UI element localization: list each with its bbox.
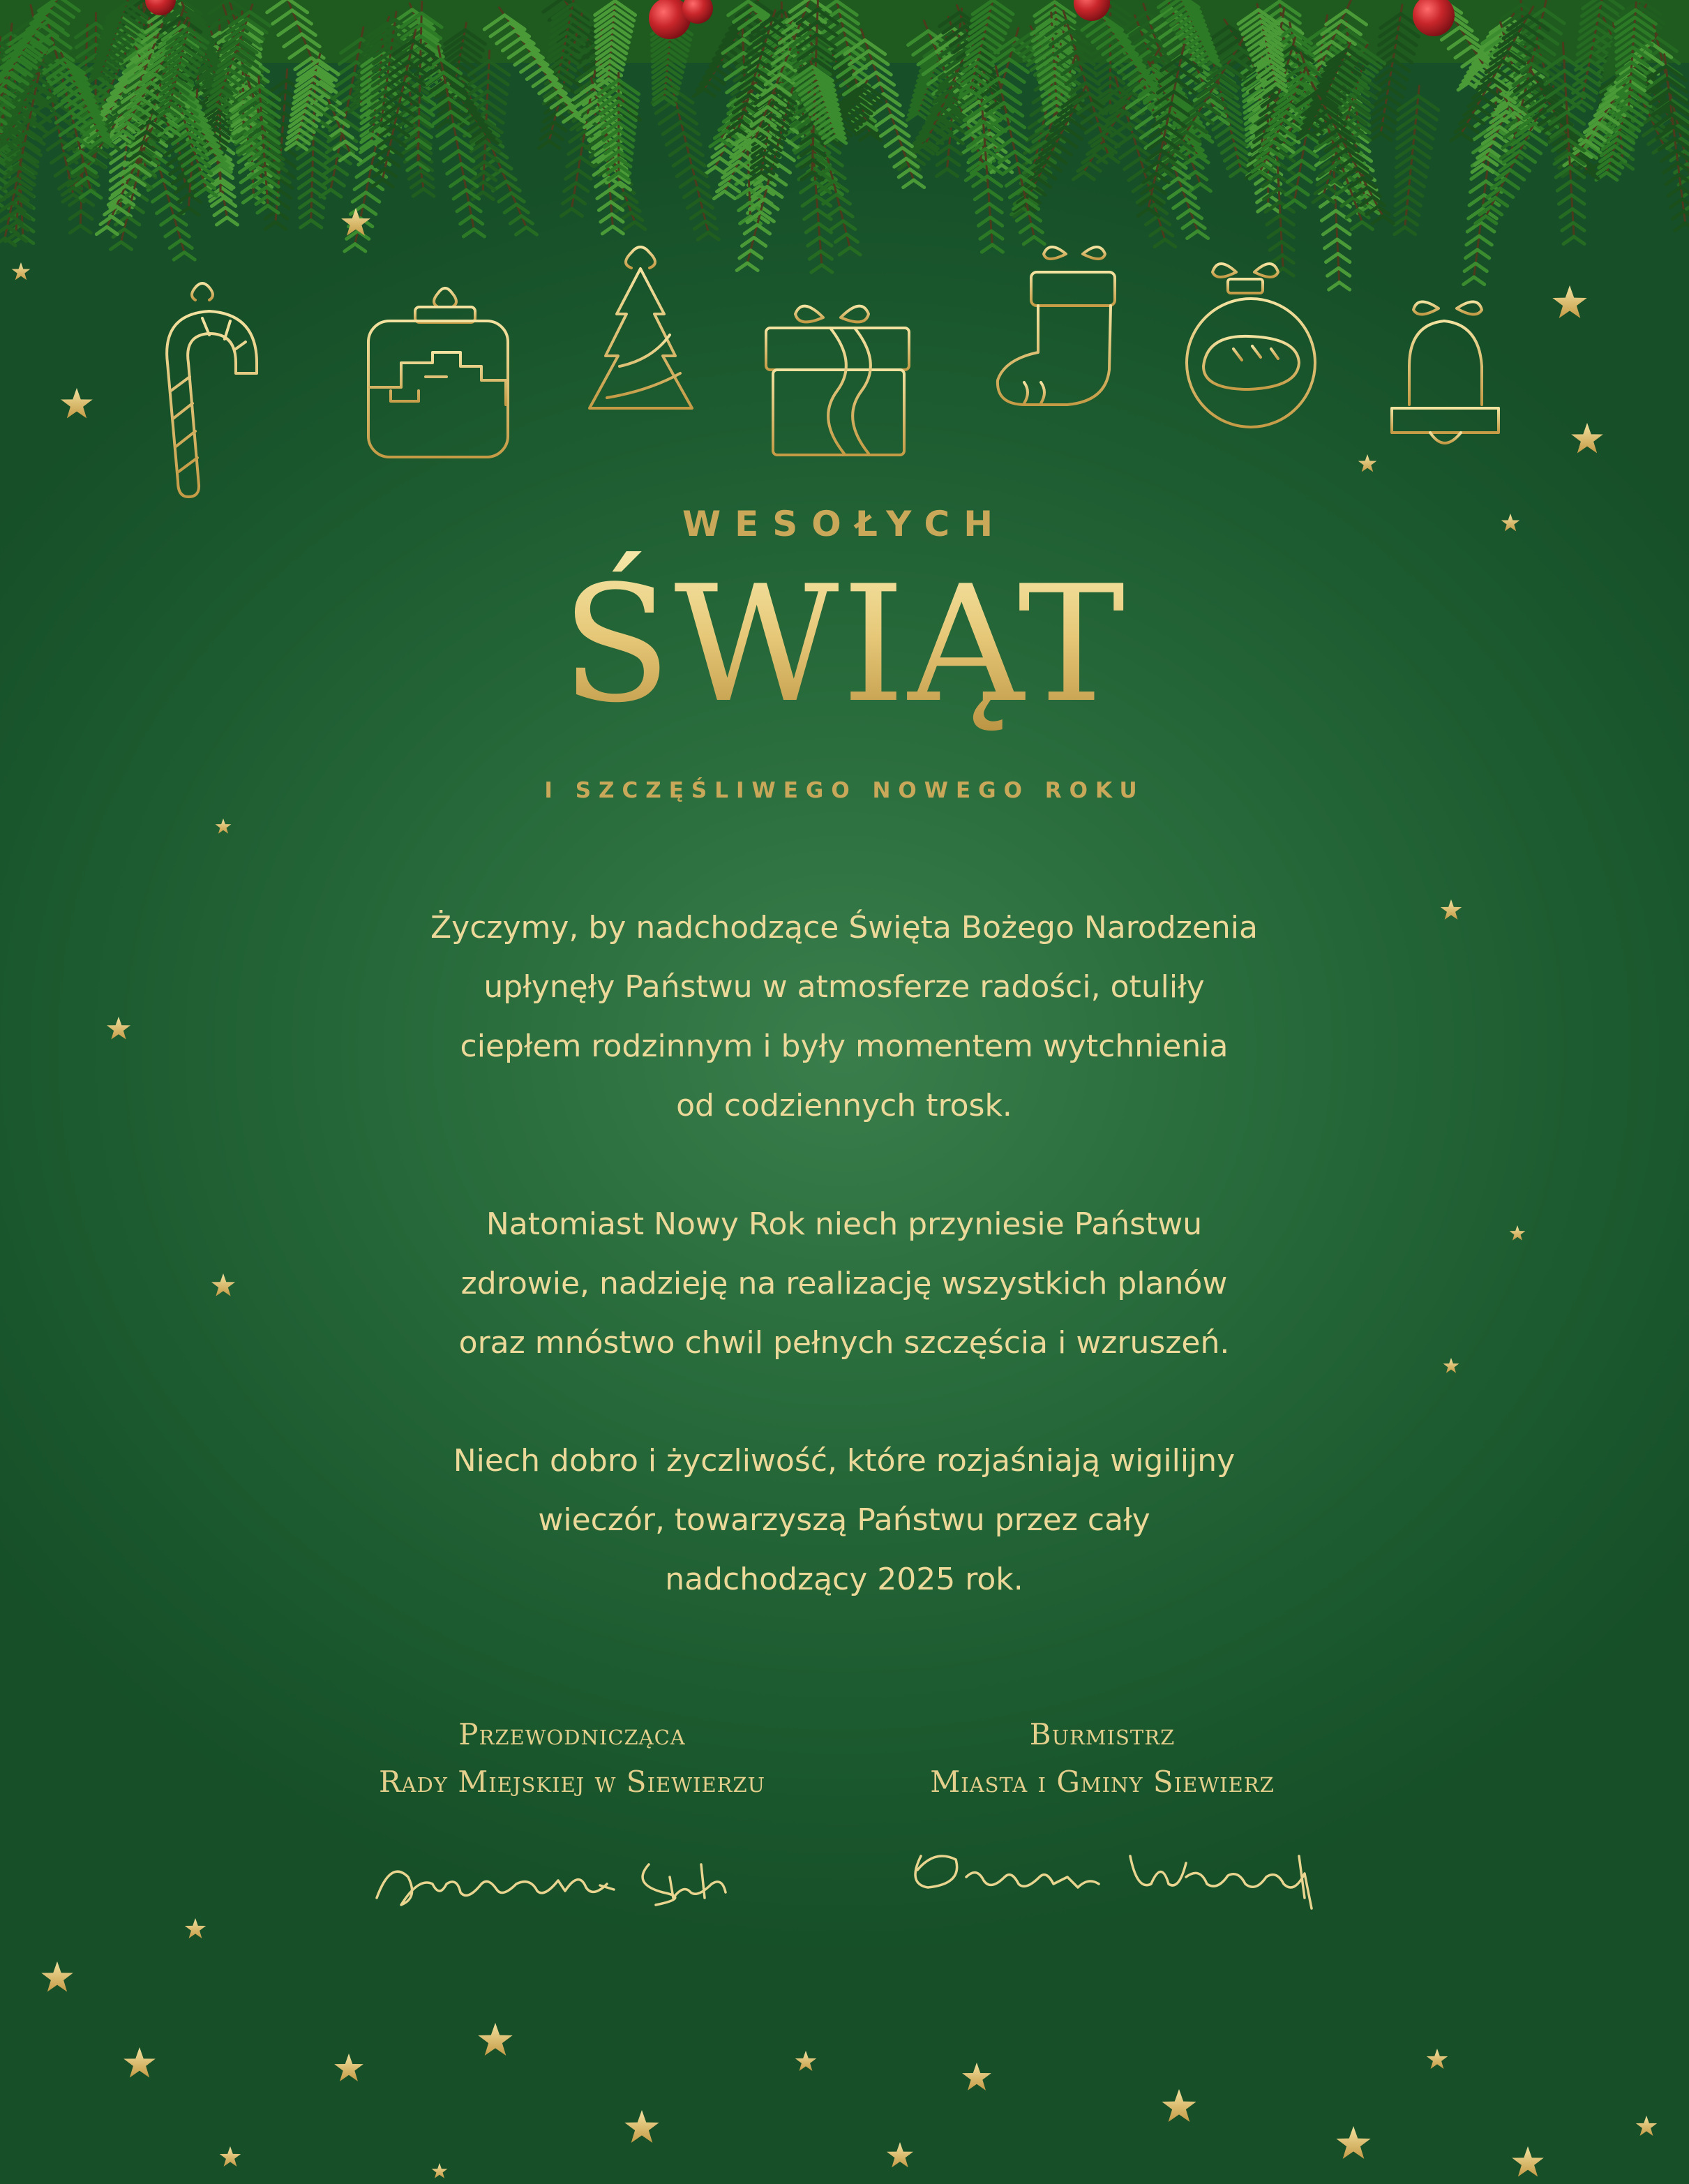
left-signature bbox=[377, 1864, 726, 1905]
star-icon bbox=[61, 388, 93, 418]
signatory-title: Burmistrz bbox=[1029, 1717, 1176, 1751]
star-icon bbox=[1512, 2146, 1544, 2176]
star-icon bbox=[334, 2054, 363, 2081]
greeting-subtitle: I SZCZĘŚLIWEGO NOWEGO ROKU bbox=[544, 778, 1145, 803]
star-icon bbox=[12, 262, 31, 280]
star-icon bbox=[185, 1918, 206, 1938]
greeting-line: WESOŁYCH bbox=[682, 504, 1007, 544]
star-icon bbox=[432, 2163, 448, 2178]
message-line: nadchodzący 2025 rok. bbox=[665, 1562, 1023, 1597]
star-icon bbox=[216, 818, 232, 834]
star-icon bbox=[1443, 1358, 1459, 1373]
pine-garland bbox=[0, 0, 1689, 290]
message-line: oraz mnóstwo chwil pełnych szczęścia i wzruszeń. bbox=[458, 1325, 1230, 1361]
star-icon bbox=[887, 2142, 913, 2167]
star-icon bbox=[1427, 2049, 1448, 2069]
star-icon bbox=[123, 2047, 156, 2077]
star-icon bbox=[795, 2051, 816, 2071]
star-icon bbox=[624, 2110, 659, 2143]
star-icon bbox=[1336, 2126, 1370, 2159]
star-icon bbox=[107, 1017, 130, 1040]
star-icon bbox=[962, 2063, 991, 2090]
message-line: upłynęły Państwu w atmosferze radości, otuliły bbox=[483, 969, 1205, 1005]
signatory-right bbox=[865, 1711, 1339, 1806]
star-icon bbox=[1358, 454, 1377, 472]
star-icon bbox=[41, 1961, 73, 1991]
greeting-title: ŚWIĄT bbox=[0, 551, 1689, 740]
star-icon bbox=[1441, 899, 1462, 920]
message-line: wieczór, towarzyszą Państwu przez cały bbox=[538, 1502, 1150, 1538]
message-line: zdrowie, nadzieję na realizację wszystkich planów bbox=[460, 1266, 1228, 1301]
signatory-subtitle: Miasta i Gminy Siewierz bbox=[930, 1765, 1275, 1799]
message-paragraph-1 bbox=[286, 898, 1402, 1135]
star-icon bbox=[1571, 423, 1603, 453]
message-paragraph-2 bbox=[286, 1195, 1402, 1373]
star-icon bbox=[211, 1273, 235, 1296]
star-icon bbox=[478, 2023, 512, 2056]
signatory-subtitle: Rady Miejskiej w Siewierzu bbox=[378, 1765, 766, 1799]
message-line: Życzymy, by nadchodzące Święta Bożego Narodzenia bbox=[430, 910, 1258, 945]
star-icon bbox=[1636, 2116, 1657, 2136]
message-paragraph-3 bbox=[286, 1431, 1402, 1609]
signatory-left bbox=[307, 1711, 837, 1806]
message-line: od codziennych trosk. bbox=[676, 1088, 1012, 1123]
right-signature bbox=[915, 1856, 1312, 1908]
message-line: ciepłem rodzinnym i były momentem wytchnienia bbox=[460, 1029, 1229, 1064]
star-icon bbox=[1162, 2089, 1196, 2122]
signatory-title: Przewodnicząca bbox=[458, 1717, 686, 1751]
message-line: Niech dobro i życzliwość, które rozjaśniają wigilijny bbox=[453, 1443, 1236, 1479]
message-line: Natomiast Nowy Rok niech przyniesie Państwu bbox=[486, 1206, 1203, 1242]
star-icon bbox=[1510, 1225, 1526, 1241]
star-icon bbox=[1552, 285, 1586, 318]
star-icon bbox=[220, 2146, 241, 2167]
